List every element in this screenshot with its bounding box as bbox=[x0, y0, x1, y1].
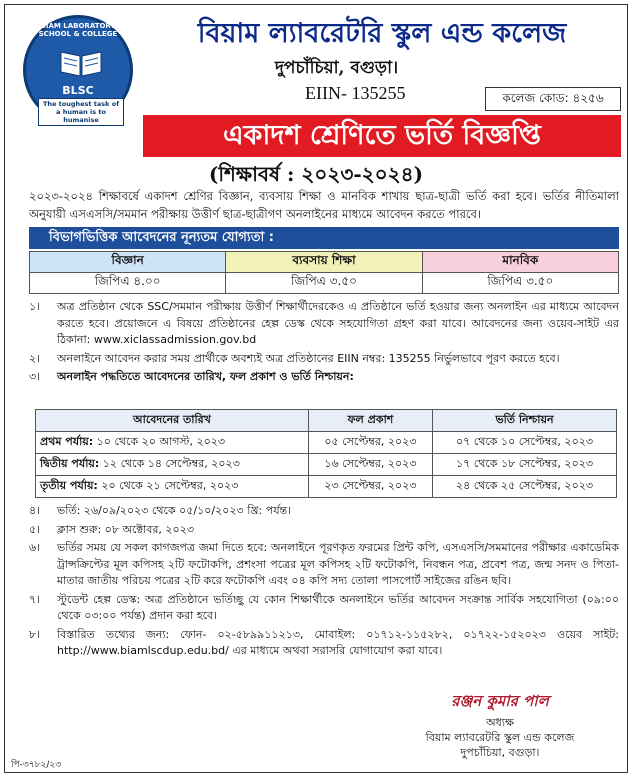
notice-page bbox=[4, 4, 628, 773]
table-row bbox=[36, 454, 617, 476]
item-text: ভর্তি: ২৬/০৯/২০২৩ থেকে ০৫/১০/২০২৩ খ্রি: পর্যন্ত। bbox=[57, 504, 292, 517]
list-item bbox=[29, 522, 619, 539]
eiin-number: EIIN- 135255 bbox=[305, 83, 406, 103]
apply-date: ১২ থেকে ১৪ সেপ্টেম্বর, ২০২৩ bbox=[102, 457, 240, 470]
apply-cell bbox=[36, 454, 309, 476]
list-item bbox=[29, 627, 619, 660]
list-item bbox=[29, 299, 619, 349]
item-text: অনলাইন পদ্ধতিতে আবেদনের তারিখ, ফল প্রকাশ ও ভর্তি নিশ্চায়ন: bbox=[57, 370, 354, 383]
item-number: ৬। bbox=[29, 541, 41, 554]
list-item bbox=[29, 540, 619, 590]
logo-abbr: BLSC bbox=[62, 84, 94, 97]
item-text: অনলাইনে আবেদন করার সময় প্রার্থীকে অবশ্যই অত্র প্রতিষ্ঠানের EIIN নম্বর: 135255 নির্ভুলভাবে পূরণ করতে হবে। bbox=[57, 351, 560, 365]
print-code: পি-৩৭৮২/২৩ bbox=[11, 760, 62, 770]
col-confirm: ভর্তি নিশ্চায়ন bbox=[432, 410, 616, 432]
confirm-cell: ১৭ থেকে ১৮ সেপ্টেম্বর, ২০২৩ bbox=[432, 454, 616, 476]
apply-cell bbox=[36, 476, 309, 498]
logo-motto: The toughest task of a human is to humanise bbox=[38, 98, 124, 126]
list-item bbox=[29, 592, 619, 625]
group-humanities: মানবিক bbox=[422, 252, 618, 273]
list-item bbox=[29, 503, 619, 520]
item-number: ৫। bbox=[29, 522, 41, 536]
requirements-table bbox=[29, 251, 619, 294]
gpa-humanities: জিপিএ ৩.৫০ bbox=[422, 273, 618, 294]
gpa-science: জিপিএ ৪.০০ bbox=[30, 273, 226, 294]
item-text: অত্র প্রতিষ্ঠান থেকে SSC/সমমান পরীক্ষায় উত্তীর্ণ শিক্ষার্থীদেরকেও এ প্রতিষ্ঠানে ভর্তি হওয়ার জন্য অনলাইন এর মাধ্যমে আবেদন করতে হবে। প্রয়োজনে এ বিষয়ে প্রতিষ্ঠানের হেল্প ডেস্ক থেকে সহযোগিতা গ্রহণ করা যাবে। আবেদনের জন্য ওয়েব-সাইট এর ঠিকানা: www.xiclassadmission.gov.bd bbox=[57, 300, 619, 346]
table-row bbox=[36, 476, 617, 498]
list-item bbox=[29, 369, 619, 386]
item-text: স্টুডেন্ট হেল্প ডেস্ক: অত্র প্রতিষ্ঠানে ভর্তিচ্ছু যে কোন শিক্ষার্থীকে অনলাইনে ভর্তির আবেদন সংক্রান্ত সার্বিক সহযোগিতা (০৯:০০ থেকে ০৩:০০ পর্যন্ত) প্রদান করা হবে। bbox=[57, 592, 619, 622]
result-cell: ০৫ সেপ্টেম্বর, ২০২৩ bbox=[308, 432, 432, 454]
school-address: দুপচাঁচিয়া, বগুড়া। bbox=[275, 58, 399, 78]
phase-label: দ্বিতীয় পর্যায়: bbox=[40, 457, 100, 470]
principal-title: অধ্যক্ষ bbox=[486, 716, 514, 729]
item-number: ২। bbox=[29, 351, 41, 365]
intro-paragraph: ২০২৩-২০২৪ শিক্ষাবর্ষে একাদশ শ্রেণির বিজ্ঞান, ব্যবসায় শিক্ষা ও মানবিক শাখায় ছাত্র-ছাত্রী ভর্তি করা হবে। ভর্তির নীতিমালা অনুযায়ী এসএসসি/সমমান পরীক্ষায় উত্তীর্ণ ছাত্র-ছাত্রীগণ অনলাইনের মাধ্যমে আবেদন করতে পারবে। bbox=[29, 189, 619, 221]
academic-session: (শিক্ষাবর্ষ : ২০২৩-২০২৪) bbox=[208, 162, 424, 186]
open-book-icon bbox=[59, 48, 103, 78]
item-number: ৮। bbox=[29, 627, 41, 641]
group-business: ব্যবসায় শিক্ষা bbox=[226, 252, 422, 273]
phase-label: তৃতীয় পর্যায়: bbox=[40, 479, 98, 492]
school-name: বিয়াম ল্যাবরেটরি স্কুল এন্ড কলেজ bbox=[197, 18, 567, 49]
item-number: ১। bbox=[29, 300, 41, 313]
signature-place: দুপচাঁচিয়া, বগুড়া। bbox=[460, 746, 540, 759]
school-logo bbox=[23, 15, 133, 125]
apply-date: ১০ থেকে ২০ আগস্ট, ২০২৩ bbox=[96, 435, 226, 448]
admission-notice-banner: একাদশ শ্রেণিতে ভর্তি বিজ্ঞপ্তি bbox=[143, 115, 621, 157]
dates-table bbox=[35, 409, 617, 498]
principal-signature bbox=[385, 690, 615, 760]
item-number: ৪। bbox=[29, 504, 41, 517]
item-text: ক্লাস শুরু: ০৮ অক্টোবর, ২০২৩ bbox=[57, 522, 195, 536]
item-text: ভর্তির সময় যে সকল কাগজপত্র জমা দিতে হবে: অনলাইনে পূরণকৃত ফরমের প্রিন্ট কপি, এসএসসি/সমমানের পরীক্ষার একাডেমিক ট্রান্সক্রিপ্টের মূল কপিসহ ২টি ফটোকপি, প্রশংসা পত্রের মূল কপিসহ ২টি ফটোকপি, নিবন্ধন পত্র, প্রবেশ পত্র, জন্ম সনদ ও পিতা-মাতার জাতীয় পরিচয় পত্রের ২টি করে ফটোকপি এবং ০৪ কপি সদ্য তোলা পাসপোর্ট সাইজের রঙিন ছবি। bbox=[57, 541, 619, 587]
item-text: বিস্তারিত তথ্যের জন্য: ফোন- ০২-৫৮৯৯১১২১৩, মোবাইল: ০১৭১২-১১৫২৮২, ০১৭২২-১৫২০২৩ ওয়েব সাইট: http://www.biamlscdup.edu.bd/ এর মাধ্যমে অথবা সরাসরি যোগাযোগ করা যাবে। bbox=[57, 627, 619, 657]
instructions-bottom bbox=[29, 503, 619, 662]
confirm-cell: ০৭ থেকে ১০ সেপ্টেম্বর, ২০২৩ bbox=[432, 432, 616, 454]
group-science: বিজ্ঞান bbox=[30, 252, 226, 273]
gpa-business: জিপিএ ৩.৫০ bbox=[226, 273, 422, 294]
apply-date: ২০ থেকে ২১ সেপ্টেম্বর, ২০২৩ bbox=[101, 479, 239, 492]
instructions-top bbox=[29, 299, 619, 388]
phase-label: প্রথম পর্যায়: bbox=[40, 435, 94, 448]
confirm-cell: ২৪ থেকে ২৫ সেপ্টেম্বর, ২০২৩ bbox=[432, 476, 616, 498]
item-number: ৭। bbox=[29, 592, 41, 606]
principal-name: রঞ্জন কুমার পাল bbox=[451, 692, 549, 710]
result-cell: ২৩ সেপ্টেম্বর, ২০২৩ bbox=[308, 476, 432, 498]
item-number: ৩। bbox=[29, 370, 41, 383]
col-apply: আবেদনের তারিখ bbox=[36, 410, 309, 432]
result-cell: ১৬ সেপ্টেম্বর, ২০২৩ bbox=[308, 454, 432, 476]
college-code-box: কলেজ কোড: ৪২৫৬ bbox=[485, 87, 621, 111]
table-row bbox=[36, 432, 617, 454]
logo-ring-text: BIAM LABORATORY SCHOOL & COLLEGE bbox=[38, 22, 118, 38]
col-result: ফল প্রকাশ bbox=[308, 410, 432, 432]
apply-cell bbox=[36, 432, 309, 454]
list-item bbox=[29, 351, 619, 368]
requirements-heading: বিভাগভিত্তিক আবেদনের নূন্যতম যোগ্যতা : bbox=[29, 227, 619, 249]
signature-org: বিয়াম ল্যাবরেটরি স্কুল এন্ড কলেজ bbox=[425, 731, 575, 744]
